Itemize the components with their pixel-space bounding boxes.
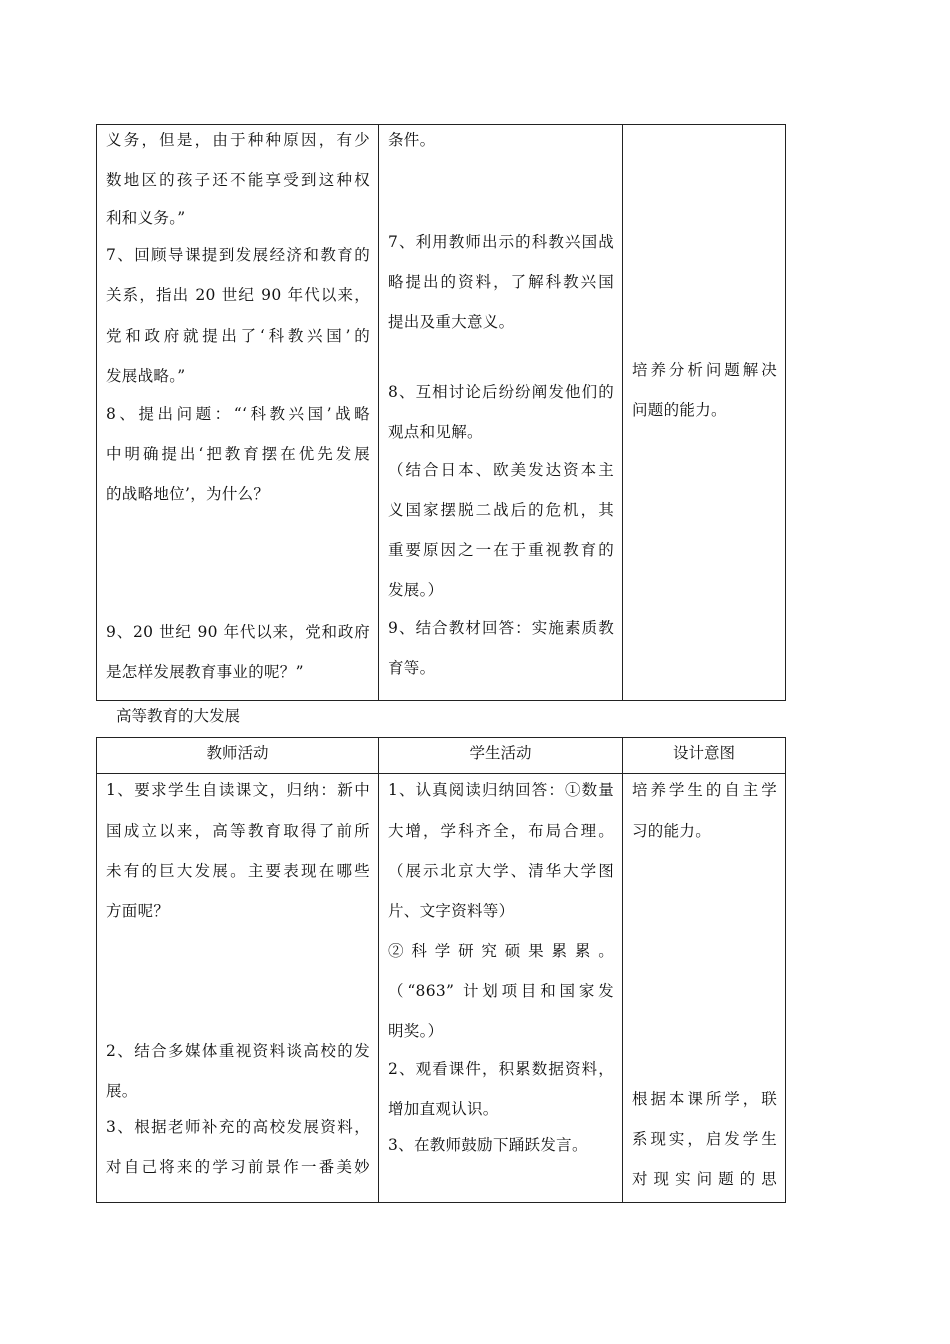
design-intent-cell	[623, 774, 786, 1203]
text-line: （“863” 计划项目和国家发	[388, 982, 614, 1000]
header-design-intent: 设计意图	[623, 738, 786, 774]
text-line: 7、回顾导课提到发展经济和教育的	[106, 246, 370, 264]
text-line: 发展战略。”	[106, 367, 186, 385]
text-line: 根据本课所学，联	[632, 1090, 777, 1108]
text-line: 1、认真阅读归纳回答：①数量	[388, 781, 614, 799]
header-student-activity: 学生活动	[379, 738, 623, 774]
text-line: 问题的能力。	[632, 401, 727, 419]
text-line: 略提出的资料，了解科教兴国	[388, 273, 614, 291]
text-line: 育等。	[388, 659, 436, 677]
text-line: 2、结合多媒体重视资料谈高校的发	[106, 1042, 370, 1060]
text-line: 对自己将来的学习前景作一番美妙	[106, 1158, 370, 1176]
student-activity-cell	[379, 125, 623, 701]
text-line: 党和政府就提出了‘科教兴国’的	[106, 327, 370, 345]
text-line: 条件。	[388, 131, 436, 149]
text-line: 3、在教师鼓励下踊跃发言。	[388, 1136, 588, 1154]
text-line: 提出及重大意义。	[388, 313, 515, 331]
text-line: 是怎样发展教育事业的呢？”	[106, 663, 304, 681]
student-activity-cell	[379, 774, 623, 1203]
activity-table-higher-education	[96, 737, 786, 1203]
text-line: 的战略地位’，为什么？	[106, 485, 270, 503]
text-line: 系现实，启发学生	[632, 1130, 777, 1148]
teacher-activity-cell	[97, 125, 379, 701]
text-line: （结合日本、欧美发达资本主	[388, 461, 614, 479]
text-line: 数地区的孩子还不能享受到这种权	[106, 171, 370, 189]
text-line: 关系，指出 20 世纪 90 年代以来，	[106, 286, 370, 304]
text-line: 9、结合教材回答：实施素质教	[388, 619, 614, 637]
text-line: 习的能力。	[632, 822, 712, 840]
text-line: （展示北京大学、清华大学图	[388, 862, 614, 880]
design-intent-cell	[623, 125, 786, 701]
section-title: 高等教育的大发展	[116, 707, 241, 725]
text-line: 2、观看课件，积累数据资料，	[388, 1060, 614, 1078]
text-line: 未有的巨大发展。主要表现在哪些	[106, 862, 370, 880]
activity-table-continued	[96, 124, 786, 701]
text-line: 发展。）	[388, 581, 444, 599]
teacher-activity-cell	[97, 774, 379, 1203]
text-line: 大增，学科齐全，布局合理。	[388, 822, 614, 840]
text-line: 增加直观认识。	[388, 1100, 499, 1118]
text-line: 1、要求学生自读课文，归纳：新中	[106, 781, 370, 799]
text-line: 方面呢？	[106, 902, 170, 920]
text-line: 义国家摆脱二战后的危机，其	[388, 501, 614, 519]
text-line: 展。	[106, 1082, 138, 1100]
text-line: 义务，但是，由于种种原因，有少	[106, 131, 370, 149]
header-teacher-activity: 教师活动	[97, 738, 379, 774]
text-line: 中明确提出‘把教育摆在优先发展	[106, 445, 370, 463]
text-line: 对现实问题的思	[632, 1170, 777, 1188]
text-line: 7、利用教师出示的科教兴国战	[388, 233, 614, 251]
text-line: 8、提出问题：“‘科教兴国’战略	[106, 405, 370, 423]
text-line: 培养学生的自主学	[632, 781, 777, 799]
text-line: ② 科 学 研 究 硕 果 累 累 。	[388, 942, 614, 960]
text-line: 3、根据老师补充的高校发展资料，	[106, 1118, 370, 1136]
text-line: 9、20 世纪 90 年代以来，党和政府	[106, 623, 370, 641]
text-line: 国成立以来，高等教育取得了前所	[106, 822, 370, 840]
text-line: 观点和见解。	[388, 423, 483, 441]
text-line: 利和义务。”	[106, 209, 186, 227]
text-line: 片、文字资料等）	[388, 902, 515, 920]
text-line: 8、互相讨论后纷纷阐发他们的	[388, 383, 614, 401]
text-line: 明奖。）	[388, 1022, 444, 1040]
text-line: 重要原因之一在于重视教育的	[388, 541, 614, 559]
text-line: 培养分析问题解决	[632, 361, 777, 379]
